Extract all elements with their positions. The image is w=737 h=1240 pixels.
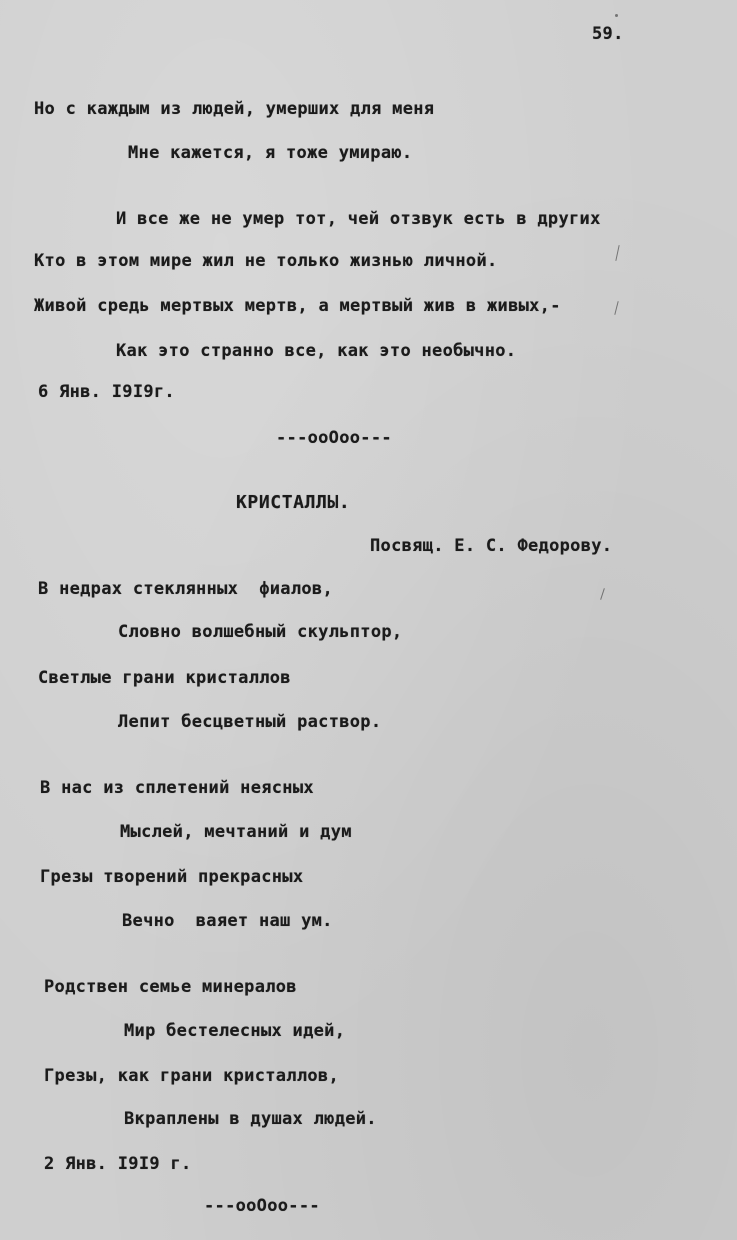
poem2-stanza2-line-2: Мыслей, мечтаний и дум — [120, 822, 352, 842]
poem1-date: 6 Янв. I9I9г. — [38, 382, 175, 402]
pencil-mark — [615, 245, 619, 261]
poem2-stanza2-line-4: Вечно ваяет наш ум. — [122, 911, 333, 931]
poem2-stanza1-line-1: В недрах стеклянных фиалов, — [38, 579, 333, 599]
poem2-stanza2-line-3: Грезы творений прекрасных — [40, 867, 304, 887]
page-number: 59. — [592, 24, 624, 44]
poem1-line-6: Как это странно все, как это необычно. — [116, 341, 517, 361]
poem2-stanza3-line-4: Вкраплены в душах людей. — [124, 1109, 377, 1129]
poem2-separator: ---ooOoo--- — [204, 1196, 320, 1216]
poem2-stanza1-line-4: Лепит бесцветный раствор. — [118, 712, 382, 732]
poem2-dedication: Посвящ. Е. С. Федорову. — [370, 536, 613, 556]
poem1-separator: ---ooOoo--- — [276, 428, 392, 448]
poem1-line-2: Мне кажется, я тоже умираю. — [128, 143, 413, 163]
pencil-mark — [614, 301, 618, 315]
pencil-mark — [600, 588, 605, 600]
ink-speck — [615, 14, 618, 17]
poem2-stanza3-line-3: Грезы, как грани кристаллов, — [44, 1066, 339, 1086]
poem2-stanza1-line-3: Светлые грани кристаллов — [38, 668, 291, 688]
poem2-stanza3-line-1: Родствен семье минералов — [44, 977, 297, 997]
poem2-date: 2 Янв. I9I9 г. — [44, 1154, 192, 1174]
poem2-stanza2-line-1: В нас из сплетений неясных — [40, 778, 314, 798]
poem1-line-4: Кто в этом мире жил не только жизнью личной. — [34, 251, 498, 271]
poem1-line-3: И все же не умер тот, чей отзвук есть в других — [116, 209, 601, 229]
poem2-title: КРИСТАЛЛЫ. — [236, 492, 351, 513]
poem1-line-1: Но с каждым из людей, умерших для меня — [34, 99, 435, 119]
poem2-stanza1-line-2: Словно волшебный скульптор, — [118, 622, 403, 642]
poem1-line-5: Живой средь мертвых мертв, а мертвый жив в живых,- — [34, 296, 561, 316]
poem2-stanza3-line-2: Мир бестелесных идей, — [124, 1021, 346, 1041]
